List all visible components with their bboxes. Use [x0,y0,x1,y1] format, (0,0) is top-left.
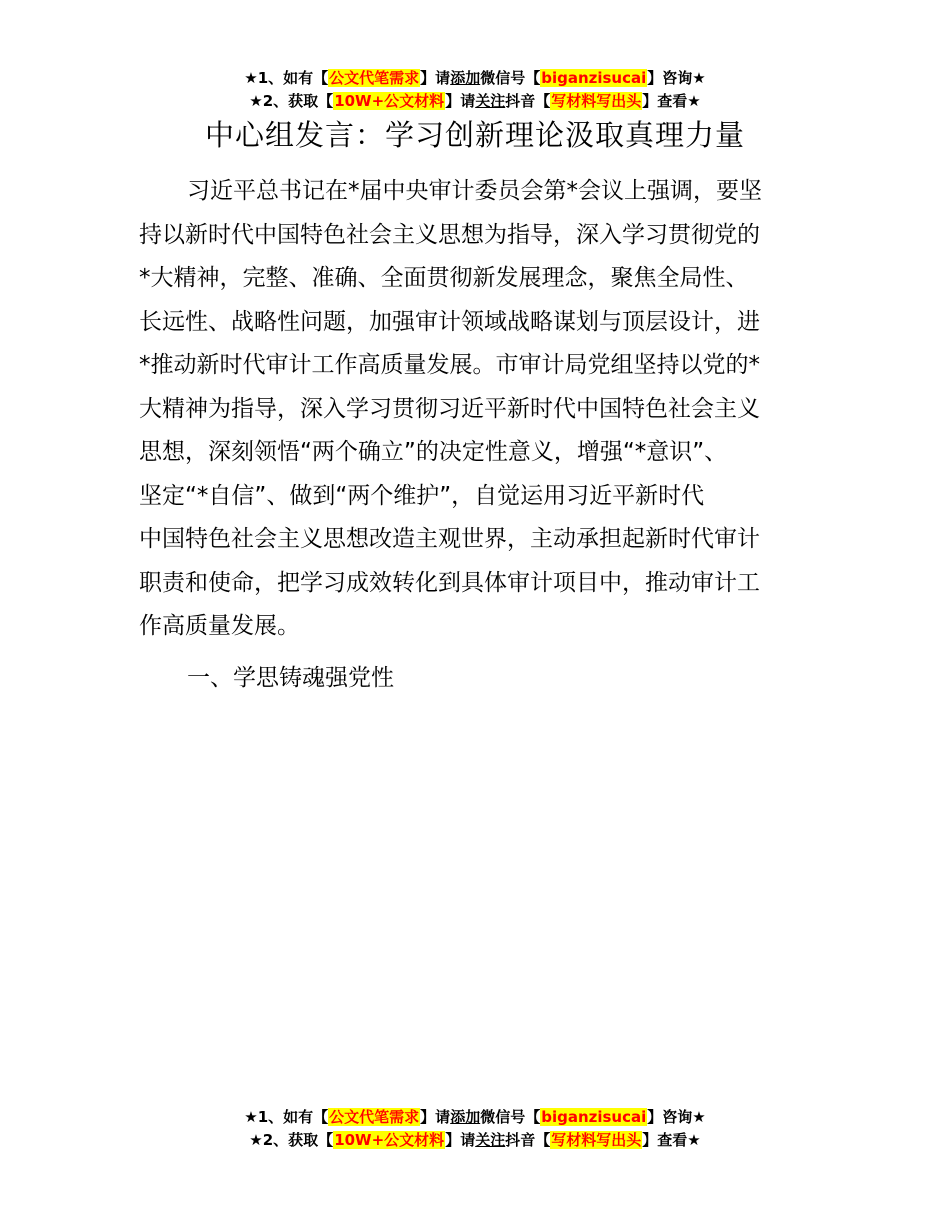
banner-text: 】请 [445,92,476,110]
highlight-douyin: 写材料写出头 [551,92,642,110]
highlight-douyin: 写材料写出头 [551,1131,642,1149]
paragraph-line: 习近平总书记在*届中央审计委员会第*会议上强调，要坚 [187,178,762,204]
highlight-materials: 10W+公文材料 [334,1131,445,1149]
banner-text: 】请 [420,1108,451,1126]
paragraph-line: 持以新时代中国特色社会主义思想为指导，深入学习贯彻党的 [139,221,760,248]
banner-text: 微信号【 [480,69,541,87]
banner-line-2 [0,90,950,113]
highlight-ghostwriting: 公文代笔需求 [329,69,420,87]
header-banner [0,67,950,113]
banner-line-2 [0,1129,950,1152]
document-title: 中心组发言：学习创新理论汲取真理力量 [204,118,745,152]
banner-text: 】咨询★ [647,1108,706,1126]
underline-follow: 关注 [475,1131,506,1149]
footer-banner [0,1106,950,1152]
paragraph-line: 思想，深刻领悟“两个确立”的决定性意义，增强“*意识”、 [139,439,728,465]
underline-add: 添加 [450,69,481,87]
banner-text: ★1、如有【 [244,1108,329,1126]
highlight-materials: 10W+公文材料 [334,92,445,110]
banner-text: 抖音【 [505,1131,551,1149]
banner-text: 】查看★ [642,92,701,110]
banner-text: ★1、如有【 [244,69,329,87]
paragraph-line: 作高质量发展。 [139,613,300,639]
section-heading: 一、学思铸魂强党性 [187,665,394,691]
banner-text: 】咨询★ [647,69,706,87]
paragraph-line: 长远性、战略性问题，加强审计领域战略谋划与顶层设计，进 [139,308,760,335]
paragraph-line: 职责和使命，把学习成效转化到具体审计项目中，推动审计工 [139,569,760,596]
paragraph-line: *大精神，完整、准确、全面贯彻新发展理念，聚焦全局性、 [139,265,749,291]
banner-text: 】请 [445,1131,476,1149]
paragraph-line: *推动新时代审计工作高质量发展。市审计局党组坚持以党的* [139,352,760,378]
paragraph-line: 中国特色社会主义思想改造主观世界，主动承担起新时代审计 [139,526,760,552]
banner-text: 】查看★ [642,1131,701,1149]
banner-text: 抖音【 [505,92,551,110]
banner-line-1 [0,1106,950,1129]
banner-text: 微信号【 [480,1108,541,1126]
banner-line-1 [0,67,950,90]
banner-text: ★2、获取【 [249,92,334,110]
highlight-wechat-id: biganzisucai [541,69,647,87]
highlight-ghostwriting: 公文代笔需求 [329,1108,420,1126]
underline-follow: 关注 [475,92,506,110]
highlight-wechat-id: biganzisucai [541,1108,647,1126]
banner-text: ★2、获取【 [249,1131,334,1149]
banner-text: 】请 [420,69,451,87]
underline-add: 添加 [450,1108,481,1126]
paragraph-line: 大精神为指导，深入学习贯彻习近平新时代中国特色社会主义 [139,395,760,422]
body-paragraph [139,170,823,649]
paragraph-line: 坚定“*自信”、做到“两个维护”，自觉运用习近平新时代 [139,482,705,509]
